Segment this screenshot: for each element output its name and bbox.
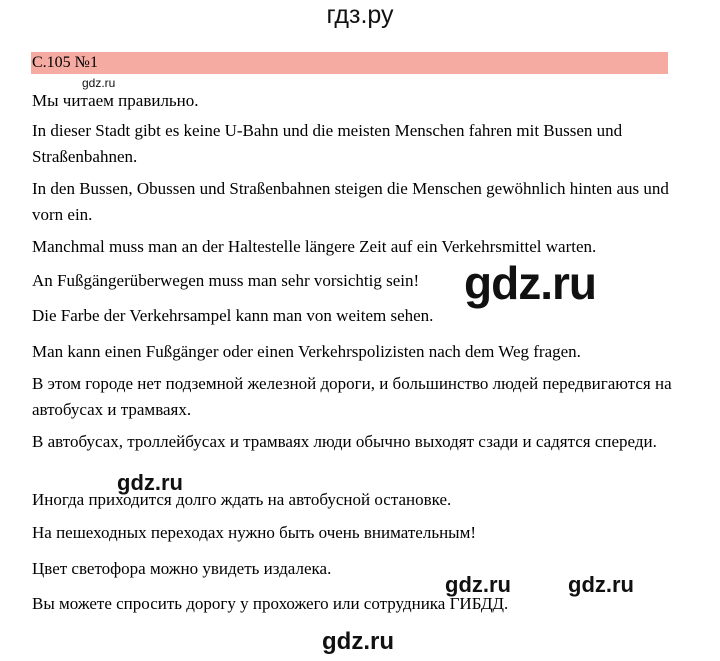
header-highlight xyxy=(31,52,668,74)
watermark-mid-left: gdz.ru xyxy=(117,470,183,495)
paragraph-4: An Fußgängerüberwegen muss man sehr vorsichtig sein! xyxy=(32,271,420,290)
watermark-bottom: gdz.ru xyxy=(322,628,394,655)
paragraph-8: В автобусах, троллейбусах и трамваях люди обычно выходят сзади и садятся спереди. xyxy=(32,432,657,451)
paragraph-2: In den Bussen, Obussen und Straßenbahnen steigen die Menschen gewöhnlich hinten aus und vorn ein. xyxy=(32,179,669,224)
watermark-large: gdz.ru xyxy=(464,257,596,309)
paragraph-6: Man kann einen Fußgänger oder einen Verkehrspolizisten nach dem Weg fragen. xyxy=(32,342,581,361)
paragraph-7: В этом городе нет подземной железной дороги, и большинство людей передвигаются на автобусах и трамваях. xyxy=(32,374,672,419)
watermark-mid-center: gdz.ru xyxy=(445,572,511,597)
exercise-header: С.105 №1 xyxy=(32,54,98,71)
intro-line: Мы читаем правильно. xyxy=(32,91,199,110)
paragraph-11: Цвет светофора можно увидеть издалека. xyxy=(32,559,332,578)
site-title: гдз.ру xyxy=(326,1,394,29)
watermark-mid-right: gdz.ru xyxy=(568,572,634,597)
paragraph-5: Die Farbe der Verkehrsampel kann man von weitem sehen. xyxy=(32,306,434,325)
paragraph-12: Вы можете спросить дорогу у прохожего или сотрудника ГИБДД. xyxy=(32,594,509,613)
paragraph-9: Иногда приходится долго ждать на автобусной остановке. xyxy=(32,490,452,509)
paragraph-10: На пешеходных переходах нужно быть очень внимательным! xyxy=(32,523,477,542)
paragraph-1: In dieser Stadt gibt es keine U-Bahn und die meisten Menschen fahren mit Bussen und Straßenbahnen. xyxy=(32,121,623,166)
watermark-small: gdz.ru xyxy=(82,76,116,90)
paragraph-3: Manchmal muss man an der Haltestelle längere Zeit auf ein Verkehrsmittel warten. xyxy=(32,237,597,256)
